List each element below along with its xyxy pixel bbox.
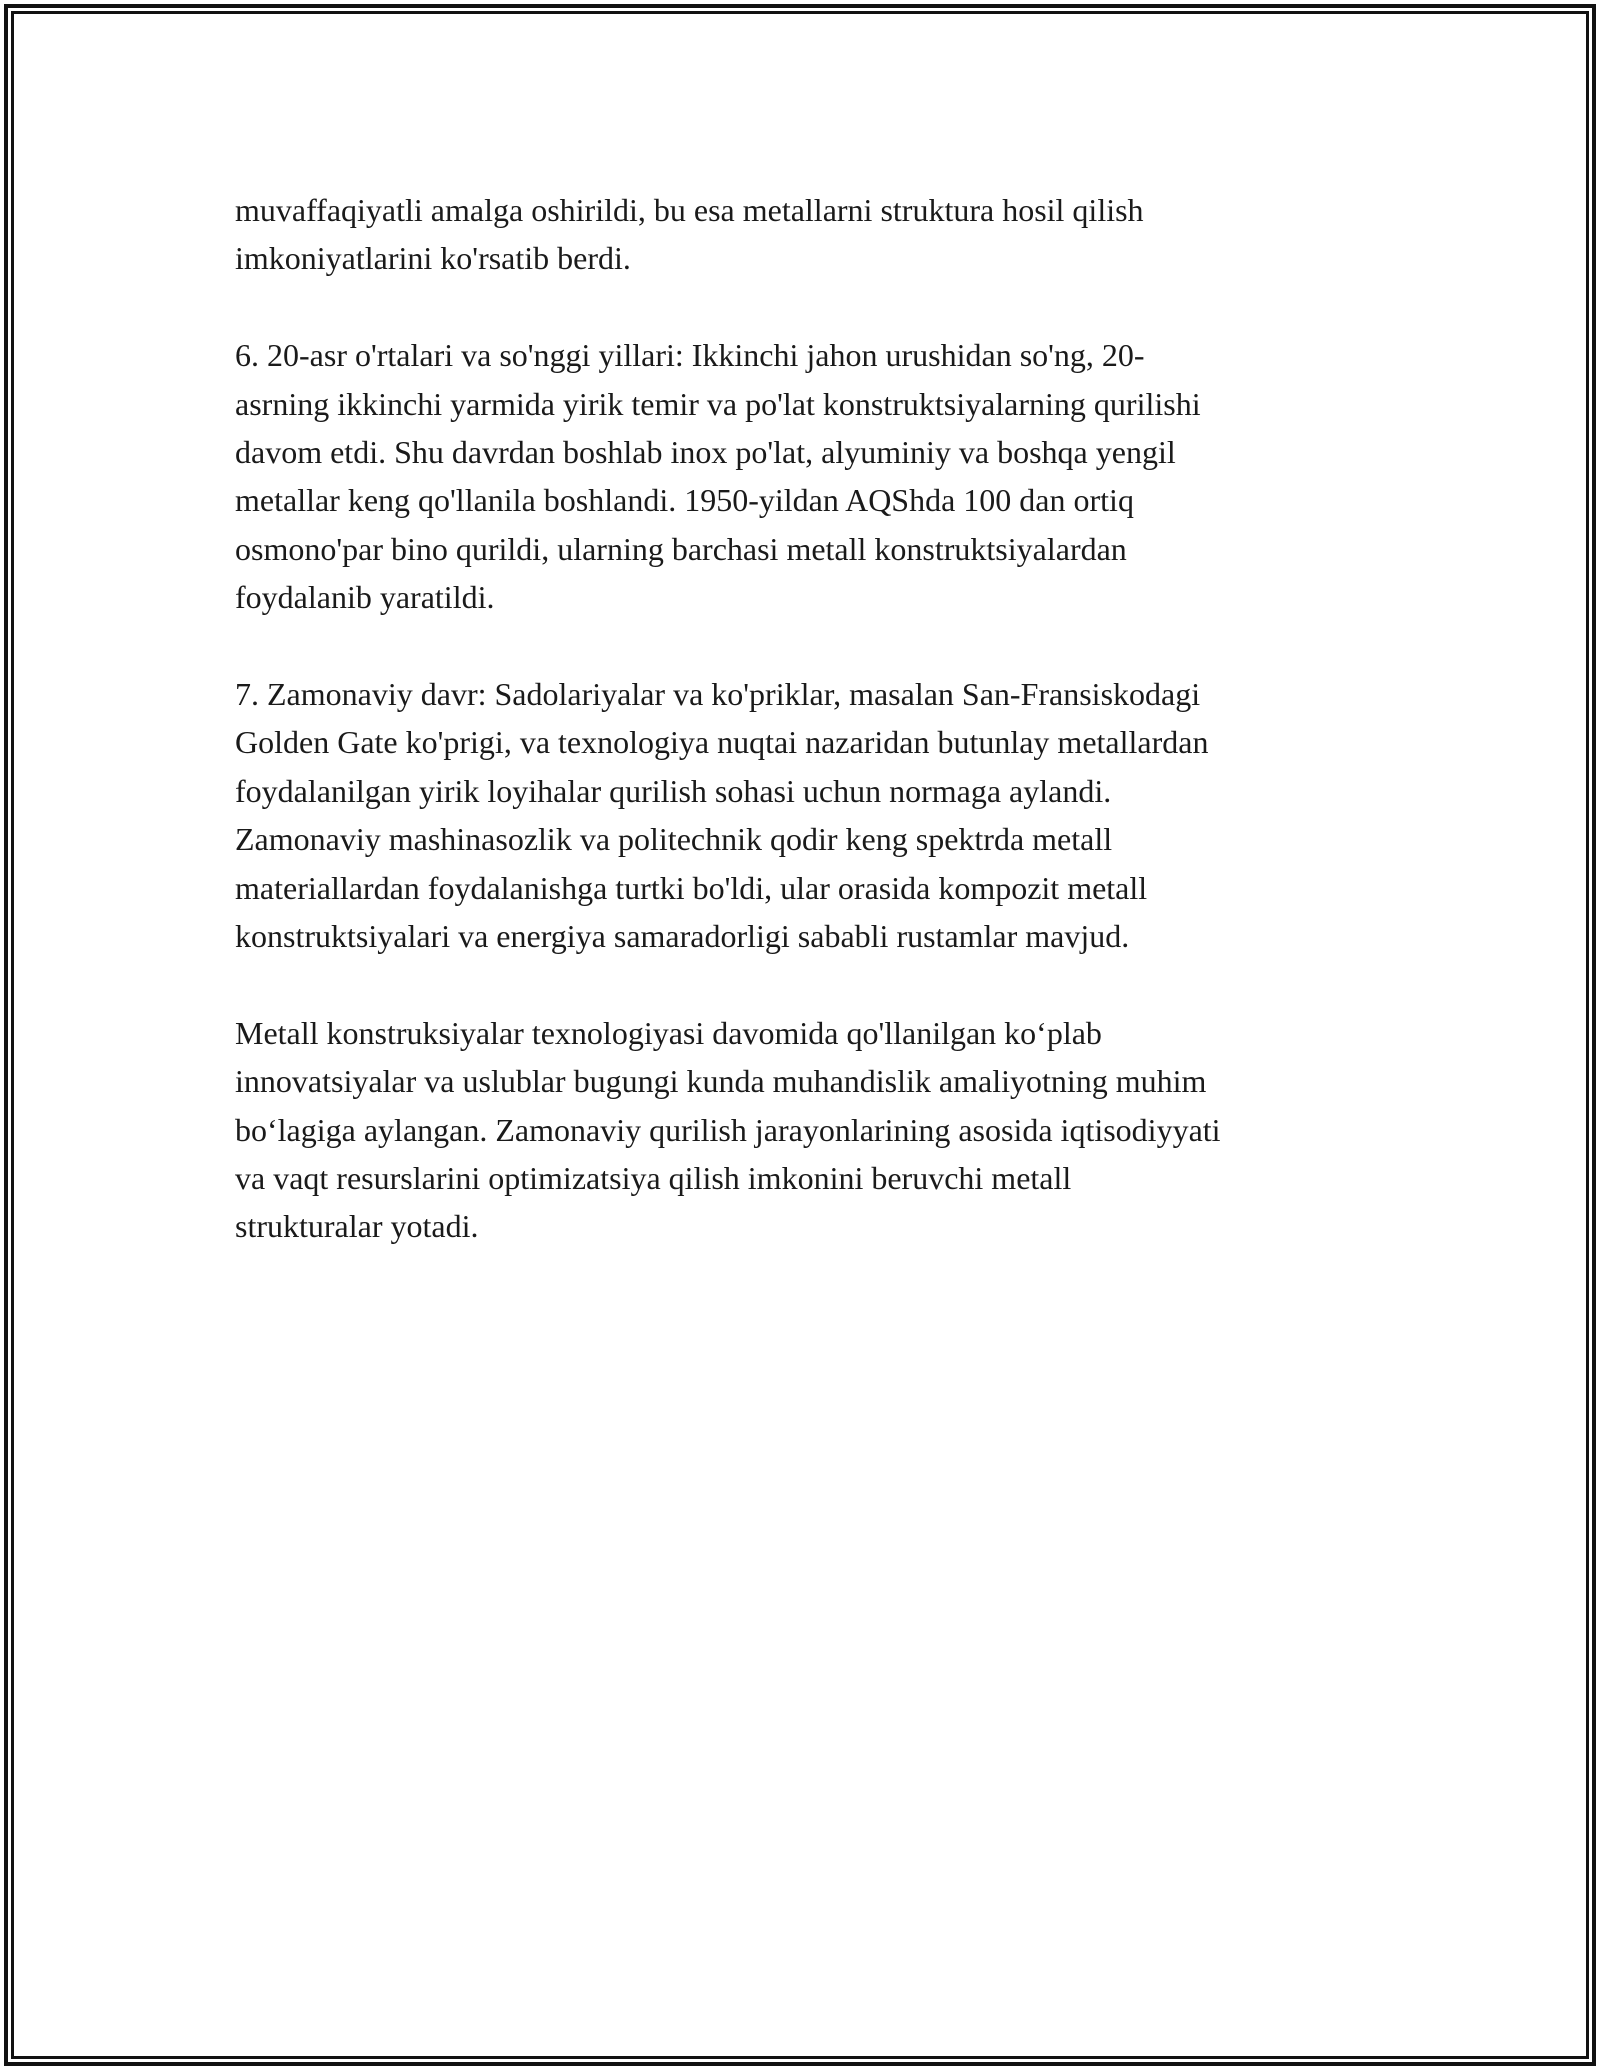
text-line: asrning ikkinchi yarmida yirik temir va po'lat konstruktsiyalarning qurilishi [235,385,1201,422]
text-line: Metall konstruksiyalar texnologiyasi davomida qo'llanilgan ko‘plab [235,1014,1102,1051]
text-line: 7. Zamonaviy davr: Sadolariyalar va ko'priklar, masalan San-Fransiskodagi [235,676,1201,713]
text-line: materiallardan foydalanishga turtki bo'ldi, ular orasida kompozit metall [235,869,1148,906]
text-line: Golden Gate ko'prigi, va texnologiya nuqtai nazaridan butunlay metallardan [235,724,1209,761]
text-line: muvaffaqiyatli amalga oshirildi, bu esa metallarni struktura hosil qilish [235,192,1144,228]
text-line: imkoniyatlarini ko'rsatib berdi. [235,240,631,277]
paragraph-section-7 [235,670,1395,960]
text-line: metallar keng qo'llanila boshlandi. 1950-yildan AQShda 100 dan ortiq [235,482,1134,519]
paragraph-continuation [235,186,1395,283]
text-line: strukturalar yotadi. [235,1208,479,1245]
text-line: foydalanilgan yirik loyihalar qurilish sohasi uchun normaga aylandi. [235,772,1112,809]
text-line: 6. 20-asr o'rtalari va so'nggi yillari: Ikkinchi jahon urushidan so'ng, 20- [235,337,1145,374]
text-line: bo‘lagiga aylangan. Zamonaviy qurilish jarayonlarining asosida iqtisodiyyati [235,1111,1221,1148]
document-body [235,186,1395,1299]
text-line: davom etdi. Shu davrdan boshlab inox po'lat, alyuminiy va boshqa yengil [235,434,1176,471]
text-line: osmono'par bino qurildi, ularning barchasi metall konstruktsiyalardan [235,530,1127,567]
text-line: va vaqt resurslarini optimizatsiya qilish imkonini beruvchi metall [235,1160,1072,1197]
text-line: foydalanib yaratildi. [235,579,495,616]
text-line: Zamonaviy mashinasozlik va politechnik qodir keng spektrda metall [235,821,1113,858]
paragraph-section-6 [235,331,1395,621]
text-line: konstruktsiyalari va energiya samaradorligi sababli rustamlar mavjud. [235,918,1130,955]
paragraph-conclusion [235,1009,1395,1251]
text-line: innovatsiyalar va uslublar bugungi kunda muhandislik amaliyotning muhim [235,1063,1207,1100]
